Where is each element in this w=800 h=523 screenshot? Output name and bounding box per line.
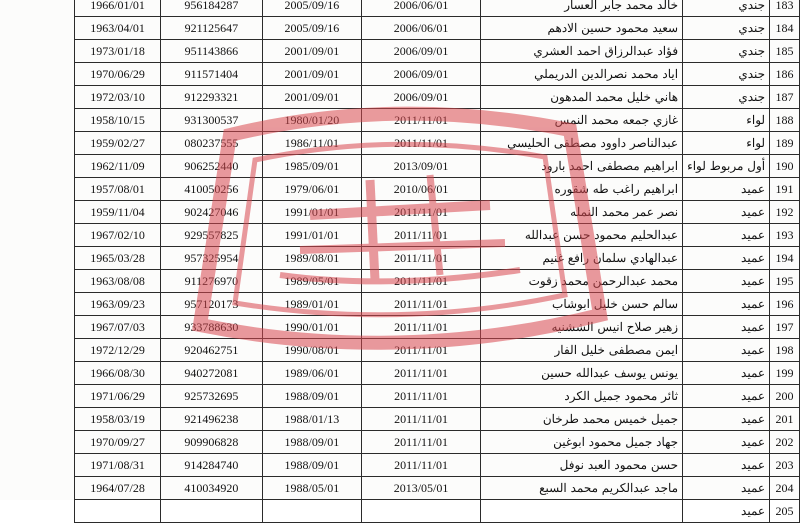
birth-date-cell: 1962/11/09 — [75, 155, 161, 178]
rank-date-cell: 2011/11/01 — [362, 339, 481, 362]
rank-date-cell: 2011/11/01 — [362, 431, 481, 454]
table-row — [75, 316, 800, 339]
row-number-cell: 191 — [770, 178, 800, 201]
row-number-cell: 205 — [770, 500, 800, 523]
table-row — [75, 477, 800, 500]
rank-cell: عميد — [683, 247, 770, 270]
full-name-cell: جميل خميس محمد طرخان — [480, 408, 682, 431]
rank-date-cell — [362, 500, 481, 523]
table-row — [75, 201, 800, 224]
service-start-date-cell: 1989/01/01 — [262, 293, 362, 316]
national-id-cell: 920462751 — [161, 339, 262, 362]
service-start-date-cell: 1989/08/01 — [262, 247, 362, 270]
national-id-cell: 931300537 — [161, 109, 262, 132]
table-row — [75, 155, 800, 178]
table-row — [75, 385, 800, 408]
birth-date-cell: 1967/07/03 — [75, 316, 161, 339]
birth-date-cell: 1966/01/01 — [75, 0, 161, 17]
national-id-cell: 911276970 — [161, 270, 262, 293]
row-number-cell: 186 — [770, 63, 800, 86]
service-start-date-cell: 1979/06/01 — [262, 178, 362, 201]
rank-cell: عميد — [683, 431, 770, 454]
rank-date-cell: 2011/11/01 — [362, 270, 481, 293]
rank-cell: جندي — [683, 0, 770, 17]
table-row — [75, 40, 800, 63]
full-name-cell: محمد عبدالرحمن محمد زقوت — [480, 270, 682, 293]
birth-date-cell: 1963/04/01 — [75, 17, 161, 40]
rank-cell: عميد — [683, 201, 770, 224]
row-number-cell: 189 — [770, 132, 800, 155]
service-start-date-cell: 1980/01/20 — [262, 109, 362, 132]
national-id-cell: 912293321 — [161, 86, 262, 109]
full-name-cell: نصر عمر محمد النمله — [480, 201, 682, 224]
rank-cell: عميد — [683, 385, 770, 408]
full-name-cell: اياد محمد نصرالدين الدريملي — [480, 63, 682, 86]
rank-date-cell: 2006/06/01 — [362, 17, 481, 40]
service-start-date-cell: 1988/01/13 — [262, 408, 362, 431]
rank-date-cell: 2011/11/01 — [362, 132, 481, 155]
row-number-cell: 203 — [770, 454, 800, 477]
birth-date-cell: 1958/03/19 — [75, 408, 161, 431]
full-name-cell: ايمن مصطفى خليل الفار — [480, 339, 682, 362]
national-id-cell: 933788630 — [161, 316, 262, 339]
birth-date-cell: 1971/08/31 — [75, 454, 161, 477]
service-start-date-cell: 1988/09/01 — [262, 454, 362, 477]
service-start-date-cell: 2001/09/01 — [262, 63, 362, 86]
table-row — [75, 109, 800, 132]
national-id-cell: 929557825 — [161, 224, 262, 247]
national-id-cell: 957120173 — [161, 293, 262, 316]
full-name-cell: خالد محمد جابر العسار — [480, 0, 682, 17]
birth-date-cell: 1959/02/27 — [75, 132, 161, 155]
service-start-date-cell: 2001/09/01 — [262, 86, 362, 109]
rank-cell: عميد — [683, 293, 770, 316]
birth-date-cell: 1973/01/18 — [75, 40, 161, 63]
full-name-cell: ابراهيم مصطفى احمد بارود — [480, 155, 682, 178]
full-name-cell: ابراهيم راغب طه شقوره — [480, 178, 682, 201]
birth-date-cell: 1967/02/10 — [75, 224, 161, 247]
rank-date-cell: 2011/11/01 — [362, 362, 481, 385]
national-id-cell: 080237555 — [161, 132, 262, 155]
full-name-cell: ماجد عبدالكريم محمد السبع — [480, 477, 682, 500]
row-number-cell: 198 — [770, 339, 800, 362]
table-row — [75, 408, 800, 431]
table-row — [75, 362, 800, 385]
rank-date-cell: 2006/09/01 — [362, 40, 481, 63]
birth-date-cell: 1965/03/28 — [75, 247, 161, 270]
full-name-cell: غازي جمعه محمد النمس — [480, 109, 682, 132]
table-row — [75, 270, 800, 293]
rank-cell: عميد — [683, 339, 770, 362]
rank-cell: عميد — [683, 178, 770, 201]
row-number-cell: 199 — [770, 362, 800, 385]
full-name-cell: جهاد جميل محمود ابوغين — [480, 431, 682, 454]
rank-cell: عميد — [683, 500, 770, 523]
full-name-cell — [480, 500, 682, 523]
birth-date-cell: 1957/08/01 — [75, 178, 161, 201]
birth-date-cell: 1959/11/04 — [75, 201, 161, 224]
rank-cell: لواء — [683, 132, 770, 155]
national-id-cell: 921125647 — [161, 17, 262, 40]
rank-cell: عميد — [683, 454, 770, 477]
rank-cell: لواء — [683, 109, 770, 132]
full-name-cell: هاني خليل محمد المدهون — [480, 86, 682, 109]
rank-cell: عميد — [683, 408, 770, 431]
rank-date-cell: 2011/11/01 — [362, 293, 481, 316]
birth-date-cell: 1972/03/10 — [75, 86, 161, 109]
service-start-date-cell: 1986/11/01 — [262, 132, 362, 155]
table-row — [75, 431, 800, 454]
rank-date-cell: 2011/11/01 — [362, 385, 481, 408]
rank-cell: عميد — [683, 362, 770, 385]
service-start-date-cell: 1988/09/01 — [262, 385, 362, 408]
table-row — [75, 17, 800, 40]
rank-date-cell: 2006/06/01 — [362, 0, 481, 17]
row-number-cell: 193 — [770, 224, 800, 247]
rank-date-cell: 2010/06/01 — [362, 178, 481, 201]
service-start-date-cell: 2005/09/16 — [262, 0, 362, 17]
rank-date-cell: 2013/05/01 — [362, 477, 481, 500]
row-number-cell: 204 — [770, 477, 800, 500]
row-number-cell: 200 — [770, 385, 800, 408]
row-number-cell: 190 — [770, 155, 800, 178]
table-row — [75, 132, 800, 155]
personnel-roster-table — [74, 0, 800, 523]
national-id-cell: 410034920 — [161, 477, 262, 500]
rank-date-cell: 2006/09/01 — [362, 63, 481, 86]
row-number-cell: 185 — [770, 40, 800, 63]
birth-date-cell: 1958/10/15 — [75, 109, 161, 132]
service-start-date-cell: 1991/01/01 — [262, 201, 362, 224]
national-id-cell: 957325954 — [161, 247, 262, 270]
table-row — [75, 178, 800, 201]
table-row — [75, 454, 800, 477]
full-name-cell: سالم حسن خليل ابوشاب — [480, 293, 682, 316]
service-start-date-cell: 1990/01/01 — [262, 316, 362, 339]
full-name-cell: زهير صلاح انيس الششنيه — [480, 316, 682, 339]
birth-date-cell — [75, 500, 161, 523]
birth-date-cell: 1970/09/27 — [75, 431, 161, 454]
table-row — [75, 339, 800, 362]
rank-cell: جندي — [683, 17, 770, 40]
row-number-cell: 196 — [770, 293, 800, 316]
rank-date-cell: 2011/11/01 — [362, 408, 481, 431]
row-number-cell: 183 — [770, 0, 800, 17]
rank-cell: عميد — [683, 477, 770, 500]
table-row — [75, 63, 800, 86]
full-name-cell: فؤاد عبدالرزاق احمد العشري — [480, 40, 682, 63]
rank-date-cell: 2011/11/01 — [362, 316, 481, 339]
service-start-date-cell: 1989/06/01 — [262, 362, 362, 385]
roster-body — [75, 0, 800, 523]
birth-date-cell: 1966/08/30 — [75, 362, 161, 385]
national-id-cell: 410050256 — [161, 178, 262, 201]
rank-cell: جندي — [683, 63, 770, 86]
service-start-date-cell: 1991/01/01 — [262, 224, 362, 247]
birth-date-cell: 1963/08/08 — [75, 270, 161, 293]
national-id-cell: 911571404 — [161, 63, 262, 86]
row-number-cell: 197 — [770, 316, 800, 339]
service-start-date-cell: 2001/09/01 — [262, 40, 362, 63]
national-id-cell: 914284740 — [161, 454, 262, 477]
birth-date-cell: 1964/07/28 — [75, 477, 161, 500]
table-row — [75, 224, 800, 247]
national-id-cell: 940272081 — [161, 362, 262, 385]
rank-cell: عميد — [683, 224, 770, 247]
table-row — [75, 247, 800, 270]
national-id-cell: 921496238 — [161, 408, 262, 431]
birth-date-cell: 1972/12/29 — [75, 339, 161, 362]
table-row — [75, 86, 800, 109]
table-row — [75, 0, 800, 17]
full-name-cell: يونس يوسف عبدالله حسين — [480, 362, 682, 385]
full-name-cell: عبدالناصر داوود مصطفى الحليسي — [480, 132, 682, 155]
rank-cell: عميد — [683, 270, 770, 293]
rank-date-cell: 2011/11/01 — [362, 109, 481, 132]
full-name-cell: عبدالهادي سلمان رافع غنيم — [480, 247, 682, 270]
row-number-cell: 202 — [770, 431, 800, 454]
birth-date-cell: 1963/09/23 — [75, 293, 161, 316]
full-name-cell: سعيد محمود حسين الادهم — [480, 17, 682, 40]
rank-date-cell: 2006/09/01 — [362, 86, 481, 109]
row-number-cell: 192 — [770, 201, 800, 224]
national-id-cell: 906252440 — [161, 155, 262, 178]
rank-cell: جندي — [683, 86, 770, 109]
service-start-date-cell: 1989/05/01 — [262, 270, 362, 293]
rank-date-cell: 2011/11/01 — [362, 224, 481, 247]
service-start-date-cell: 1988/09/01 — [262, 431, 362, 454]
rank-date-cell: 2013/09/01 — [362, 155, 481, 178]
rank-date-cell: 2011/11/01 — [362, 454, 481, 477]
row-number-cell: 187 — [770, 86, 800, 109]
full-name-cell: حسن محمود العبد نوفل — [480, 454, 682, 477]
rank-date-cell: 2011/11/01 — [362, 247, 481, 270]
service-start-date-cell — [262, 500, 362, 523]
national-id-cell: 925732695 — [161, 385, 262, 408]
row-number-cell: 194 — [770, 247, 800, 270]
table-row — [75, 500, 800, 523]
national-id-cell: 951143866 — [161, 40, 262, 63]
full-name-cell: عبدالحليم محمود حسن عبدالله — [480, 224, 682, 247]
row-number-cell: 184 — [770, 17, 800, 40]
rank-cell: جندي — [683, 40, 770, 63]
national-id-cell — [161, 500, 262, 523]
birth-date-cell: 1971/06/29 — [75, 385, 161, 408]
rank-cell: عميد — [683, 316, 770, 339]
service-start-date-cell: 1985/09/01 — [262, 155, 362, 178]
service-start-date-cell: 2005/09/16 — [262, 17, 362, 40]
national-id-cell: 909906828 — [161, 431, 262, 454]
rank-cell: أول مربوط لواء — [683, 155, 770, 178]
row-number-cell: 188 — [770, 109, 800, 132]
service-start-date-cell: 1988/05/01 — [262, 477, 362, 500]
row-number-cell: 201 — [770, 408, 800, 431]
birth-date-cell: 1970/06/29 — [75, 63, 161, 86]
national-id-cell: 956184287 — [161, 0, 262, 17]
service-start-date-cell: 1990/08/01 — [262, 339, 362, 362]
row-number-cell: 195 — [770, 270, 800, 293]
full-name-cell: ثائر محمود جميل الكرد — [480, 385, 682, 408]
rank-date-cell: 2011/11/01 — [362, 201, 481, 224]
table-row — [75, 293, 800, 316]
national-id-cell: 902427046 — [161, 201, 262, 224]
